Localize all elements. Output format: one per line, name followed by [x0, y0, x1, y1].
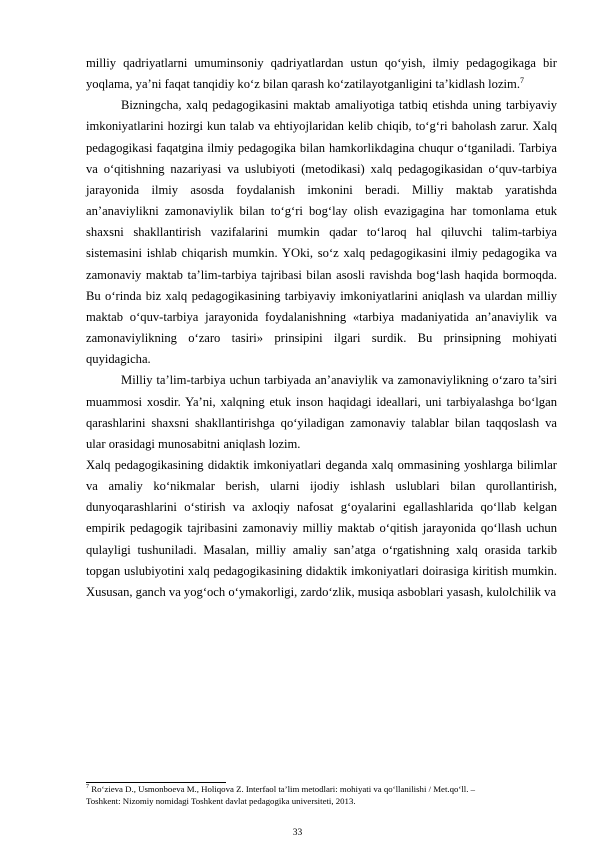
- page-number: 33: [292, 828, 303, 838]
- footnote-reference[interactable]: 7: [520, 75, 525, 85]
- footnote: [86, 784, 557, 807]
- paragraph-3: Milliy ta’lim-tarbiya uchun tarbiyada an’anaviylik va zamonaviylikning o‘zaro ta’siri muammosi xosdir. Ya’ni, xalqning etuk inson haqidagi ideallari, uni tarbiyalashga bo‘lgan qarashlarini shaxsni shakllantirishga qo‘yiladigan zamonaviy talablar bilan taqqoslash va ular orasidagi munosabitni aniqlash lozim.: [86, 373, 557, 451]
- footnote-line-2: Toshkent: Nizomiy nomidagi Toshkent davlat pedagogika universiteti, 2013.: [86, 795, 356, 806]
- paragraph-1: [86, 53, 557, 95]
- paragraph-1-text: milliy qadriyatlarni umuminsoniy qadriyatlardan ustun qo‘yish, ilmiy pedagogikaga bir yoqlama, ya’ni faqat tanqidiy ko‘z bilan qarash ko‘zatilayotganligini ta’kidlash lozim.: [86, 56, 557, 92]
- footnote-text-1: Ro‘zieva D., Usmonboeva M., Holiqova Z. Interfaol ta’lim metodlari: mohiyati va qo‘llanilishi / Met.qo‘ll. –: [91, 784, 476, 794]
- document-body: [86, 53, 557, 603]
- footnote-divider: [86, 782, 226, 783]
- footnote-line-1: [86, 784, 557, 796]
- footnote-number: 7: [86, 784, 89, 791]
- paragraph-2: Bizningcha, xalq pedagogikasini maktab amaliyotiga tatbiq etishda uning tarbiyaviy imkoniyatlarini hozirgi kun talab va ehtiyojlaridan kelib chiqib, to‘g‘ri baholash zarur. Xalq pedagogikasi faqatgina ilmiy pedagogika bilan hamkorlikdagina chuqur o‘tganiladi. Tarbiya va o‘qitishning nazariyasi va uslubiyoti (metodikasi) xalq pedagogikasidan o‘quv-tarbiya jarayonida ilmiy asosda foydalanish imkonini beradi. Milliy maktab yaratishda an’anaviylikni zamonaviylik bilan to‘g‘ri bog‘lay olish evazigagina har tomonlama etuk shaxsni shakllantirish vazifalarini mumkin qadar to‘laroq hal qiluvchi talim-tarbiya sistemasini ishlab chiqarish mumkin. YOki, so‘z xalq pedagogikasini ilmiy pedagogika va zamonaviy maktab ta’lim-tarbiya tajribasi bilan asosli ravishda bog‘lash haqida bormoqda. Bu o‘rinda biz xalq pedagogikasining tarbiyaviy imkoniyatlarini aniqlash va ulardan milliy maktab o‘quv-tarbiya jarayonida foydalanishning «tarbiya madaniyatida an’anaviylik va zamonaviylikning o‘zaro tasiri» prinsipini ilgari surdik. Bu prinsipning mohiyati quyidagicha.: [86, 98, 557, 367]
- paragraph-4: Xalq pedagogikasining didaktik imkoniyatlari deganda xalq ommasining yoshlarga bilimlar va amaliy ko‘nikmalar berish, ularni ijodiy ishlash uslublari bilan qurollantirish, dunyoqarashlarini o‘stirish va axloqiy nafosat g‘oyalarini egallashlarida qo‘llab kelgan empirik pedagogik tajribasini zamonaviy milliy maktab o‘qitish jarayonida qo‘llash uchun qulayligi tushuniladi. Masalan, milliy amaliy san’atga o‘rgatishning xalq orasida tarkib topgan uslubiyotini xalq pedagogikasining didaktik imkoniyatlari doirasiga kiritish mumkin. Xususan, ganch va yog‘och o‘ymakorligi, zardo‘zlik, musiqa asboblari yasash, kulolchilik va: [86, 457, 557, 599]
